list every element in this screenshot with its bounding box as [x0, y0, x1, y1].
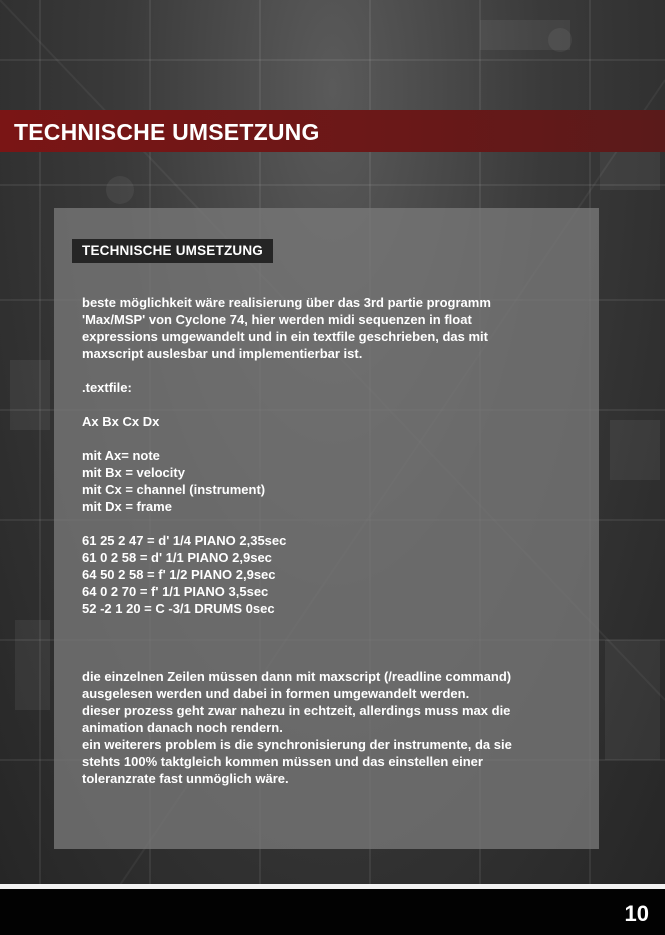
- example-line: 64 0 2 70 = f' 1/1 PIANO 3,5sec: [82, 584, 269, 599]
- format-line: Ax Bx Cx Dx: [82, 414, 160, 429]
- title-band: [0, 110, 665, 152]
- intro-paragraph: beste möglichkeit wäre realisierung über das 3rd partie programm 'Max/MSP' von Cyclone 74, hier werden midi sequenzen in float expressions umgewandelt und in ein textfile geschrieben, das mit maxscript auslesbar und implementierbar ist.: [82, 295, 491, 361]
- definition-line: mit Ax= note: [82, 448, 160, 463]
- example-line: 52 -2 1 20 = C -3/1 DRUMS 0sec: [82, 601, 275, 616]
- definition-line: mit Cx = channel (instrument): [82, 482, 266, 497]
- textfile-label: .textfile:: [82, 380, 132, 395]
- example-line: 61 0 2 58 = d' 1/1 PIANO 2,9sec: [82, 550, 272, 565]
- footer-bar: [0, 889, 665, 935]
- content-panel: [54, 208, 599, 849]
- example-line: 64 50 2 58 = f' 1/2 PIANO 2,9sec: [82, 567, 276, 582]
- page-number: 10: [624, 901, 649, 926]
- definition-line: mit Bx = velocity: [82, 465, 185, 480]
- definition-line: mit Dx = frame: [82, 499, 172, 514]
- closing-paragraph: die einzelnen Zeilen müssen dann mit maxscript (/readline command) ausgelesen werden und dabei in formen umgewandelt werden. dieser prozess geht zwar nahezu in echtzeit, allerdings muss max die animation danach noch rendern. ein weiterers problem is die synchronisierung der instrumente, da sie stehts 100% taktgleich kommen müssen und das einstellen einer toleranzrate fast unmöglich wäre.: [82, 669, 512, 786]
- body-text: [82, 294, 562, 787]
- section-badge: TECHNISCHE UMSETZUNG: [72, 239, 273, 263]
- page-title: TECHNISCHE UMSETZUNG: [14, 119, 320, 145]
- example-line: 61 25 2 47 = d' 1/4 PIANO 2,35sec: [82, 533, 287, 548]
